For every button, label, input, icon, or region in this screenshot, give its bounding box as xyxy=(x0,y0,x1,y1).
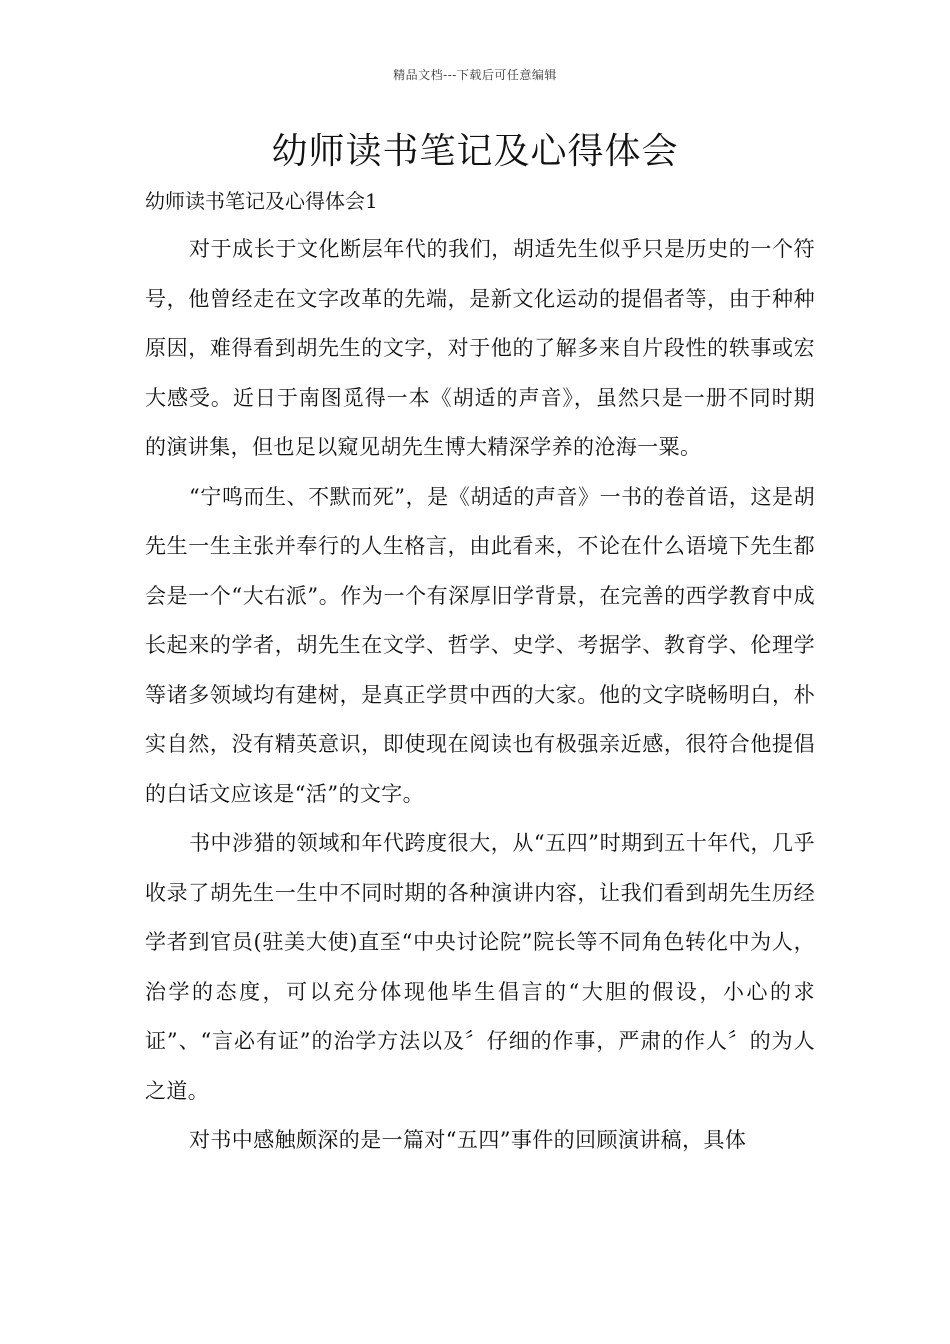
paragraph-3: 书中涉猎的领域和年代跨度很大，从“五四”时期到五十年代，几乎收录了胡先生一生中不同时期的各种演讲内容，让我们看到胡先生历经学者到官员(驻美大使)直至“中央讨论院”院长等不同角色转化中为人，治学的态度，可以充分体现他毕生倡言的“大胆的假设，小心的求证”、“言必有证”的治学方法以及〞仔细的作事，严肃的作人〞的为人之道。 xyxy=(145,831,815,1103)
header-note: 精品文档---下载后可任意编辑 xyxy=(393,68,557,82)
section-subtitle: 幼师读书笔记及心得体会1 xyxy=(145,189,378,213)
paragraph-2: “宁鸣而生、不默而死”，是《胡适的声音》一书的卷首语，这是胡先生一生主张并奉行的人生格言，由此看来，不论在什么语境下先生都会是一个“大右派”。作为一个有深厚旧学背景，在完善的西学教育中成长起来的学者，胡先生在文学、哲学、史学、考据学、教育学、伦理学等诸多领域均有建树，是真正学贯中西的大家。他的文字晓畅明白，朴实自然，没有精英意识，即使现在阅读也有极强亲近感，很符合他提倡的白话文应该是“活”的文字。 xyxy=(145,484,815,806)
document-title: 幼师读书笔记及心得体会 xyxy=(271,131,679,172)
paragraph-4: 对书中感触颇深的是一篇对“五四”事件的回顾演讲稿，具体 xyxy=(189,1128,747,1152)
paragraph-1: 对于成长于文化断层年代的我们，胡适先生似乎只是历史的一个符号，他曾经走在文字改革的先端，是新文化运动的提倡者等，由于种种原因，难得看到胡先生的文字，对于他的了解多来自片段性的轶事或宏大感受。近日于南图觅得一本《胡适的声音》，虽然只是一册不同时期的演讲集，但也足以窥见胡先生博大精深学养的沧海一粟。 xyxy=(145,237,815,459)
document-body xyxy=(145,177,815,1166)
